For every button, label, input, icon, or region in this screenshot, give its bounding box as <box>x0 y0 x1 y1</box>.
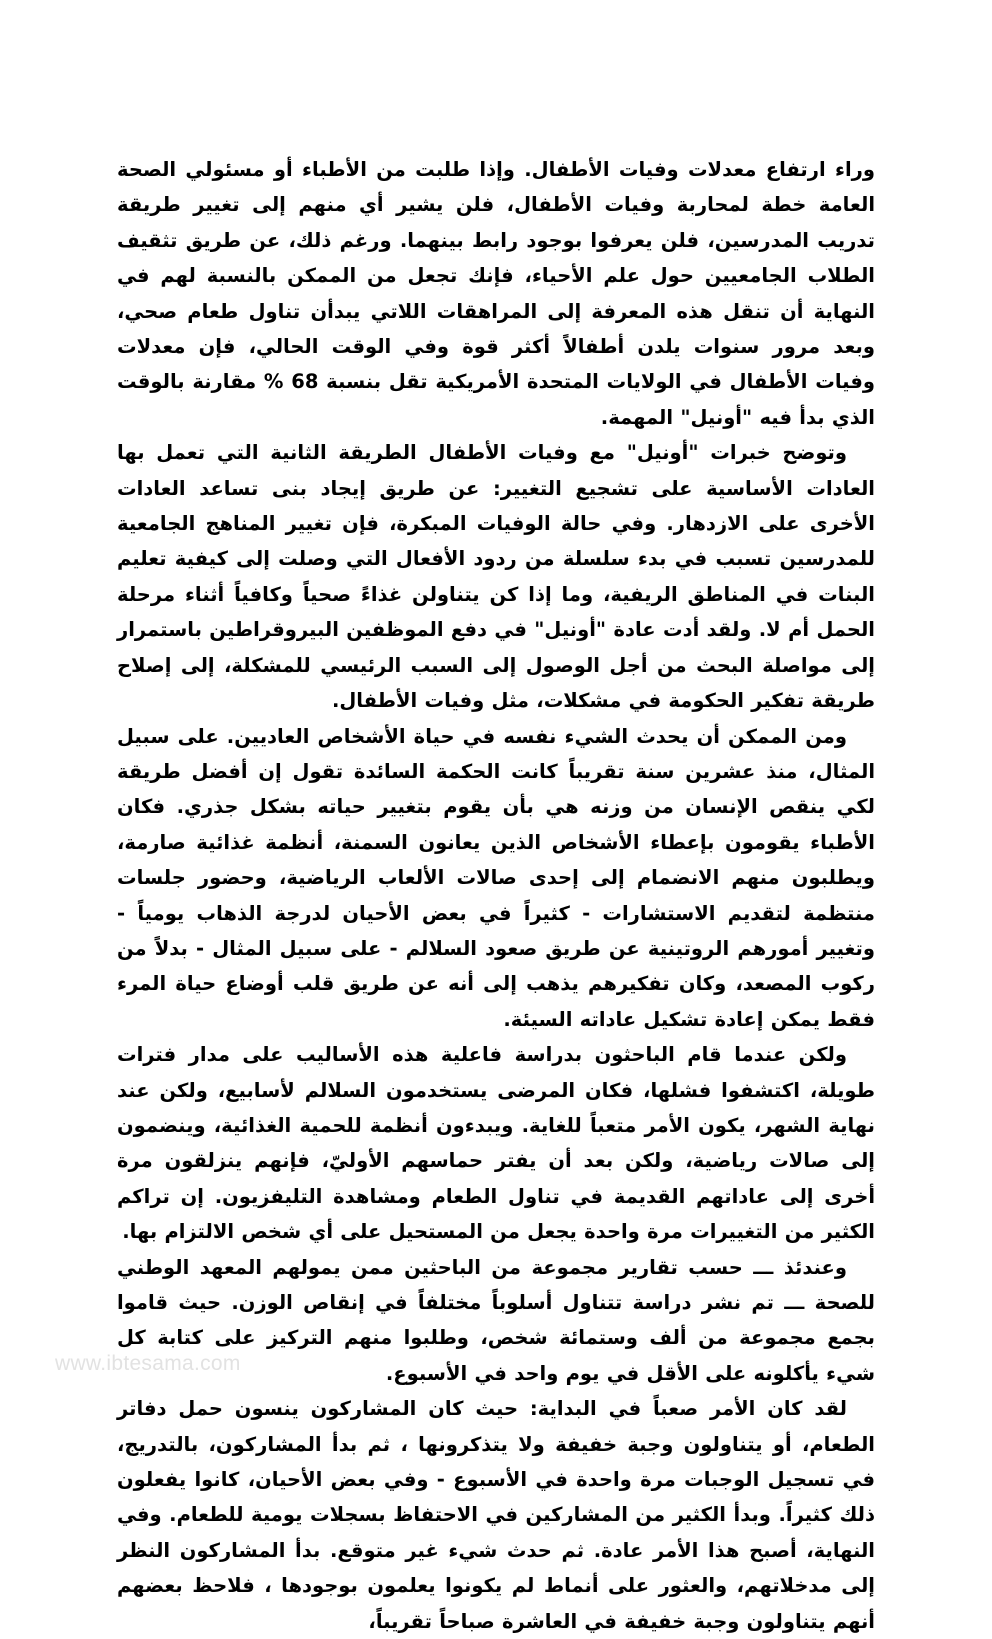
paragraph: وراء ارتفاع معدلات وفيات الأطفال. وإذا طلبت من الأطباء أو مسئولي الصحة العامة خطة لمحاربة وفيات الأطفال، فلن يشير أي منهم إلى تغيير طريقة تدريب المدرسين، فلن يعرفوا بوجود رابط بينهما. ورغم ذلك، عن طريق تثقيف الطلاب الجامعيين حول علم الأحياء، فإنك تجعل من الممكن بالنسبة لهم في النهاية أن تنقل هذه المعرفة إلى المراهقات اللاتي يبدأن تناول طعام صحي، وبعد مرور سنوات يلدن أطفالاً أكثر قوة وفي الوقت الحالي، فإن معدلات وفيات الأطفال في الولايات المتحدة الأمريكية تقل بنسبة 68 % مقارنة بالوقت الذي بدأ فيه "أونيل" المهمة. <box>117 158 876 429</box>
paragraph: ومن الممكن أن يحدث الشيء نفسه في حياة الأشخاص العاديين. على سبيل المثال، منذ عشرين سنة تقريباً كانت الحكمة السائدة تقول إن أفضل طريقة لكي ينقص الإنسان من وزنه هي بأن يقوم بتغيير حياته بشكل جذري. فكان الأطباء يقومون بإعطاء الأشخاص الذين يعانون السمنة، أنظمة غذائية صارمة، ويطلبون منهم الانضمام إلى إحدى صالات الألعاب الرياضية، وحضور جلسات منتظمة لتقديم الاستشارات - كثيراً في بعض الأحيان لدرجة الذهاب يومياً - وتغيير أمورهم الروتينية عن طريق صعود السلالم - على سبيل المثال - بدلاً من ركوب المصعد، وكان تفكيرهم يذهب إلى أنه عن طريق قلب أوضاع حياة المرء فقط يمكن إعادة تشكيل عاداته السيئة. <box>117 724 875 1031</box>
paragraph: ولكن عندما قام الباحثون بدراسة فاعلية هذه الأساليب على مدار فترات طويلة، اكتشفوا فشلها، فكان المرضى يستخدمون السلالم لأسابيع، ولكن عند نهاية الشهر، يكون الأمر متعباً للغاية. ويبدءون أنظمة للحمية الغذائية، وينضمون إلى صالات رياضية، ولكن بعد أن يفتر حماسهم الأوليّ، فإنهم ينزلقون مرة أخرى إلى عاداتهم القديمة في تناول الطعام ومشاهدة التليفزيون. إن تراكم الكثير من التغييرات مرة واحدة يجعل من المستحيل على أي شخص الالتزام بها. <box>117 1043 875 1244</box>
document-text-body <box>117 152 875 1639</box>
paragraph: لقد كان الأمر صعباً في البداية: حيث كان المشاركون ينسون حمل دفاتر الطعام، أو يتناولون وجبة خفيفة ولا يتذكرونها ، ثم بدأ المشاركون، بالتدريج، في تسجيل الوجبات مرة واحدة في الأسبوع - وفي بعض الأحيان، كانوا يفعلون ذلك كثيراً. وبدأ الكثير من المشاركين في الاحتفاظ بسجلات يومية للطعام. وفي النهاية، أصبح هذا الأمر عادة. ثم حدث شيء غير متوقع. بدأ المشاركون النظر إلى مدخلاتهم، والعثور على أنماط لم يكونوا يعلمون بوجودها ، فلاحظ بعضهم أنهم يتناولون وجبة خفيفة في العاشرة صباحاً تقريباً، <box>117 1397 875 1633</box>
paragraph: وعندئذ ـــ حسب تقارير مجموعة من الباحثين ممن يمولهم المعهد الوطني للصحة ـــ تم نشر دراسة تتناول أسلوباً مختلفاً في إنقاص الوزن. حيث قاموا بجمع مجموعة من ألف وستمائة شخص، وطلبوا منهم التركيز على كتابة كل شيء يأكلونه على الأقل في يوم واحد في الأسبوع. <box>117 1255 875 1385</box>
site-watermark: www.ibtesama.com <box>55 1352 241 1375</box>
paragraph: وتوضح خبرات "أونيل" مع وفيات الأطفال الطريقة الثانية التي تعمل بها العادات الأساسية على تشجيع التغيير: عن طريق إيجاد بنى تساعد العادات الأخرى على الازدهار. وفي حالة الوفيات المبكرة، فإن تغيير المناهج الجامعية للمدرسين تسبب في بدء سلسلة من ردود الأفعال التي وصلت إلى كيفية تعليم البنات في المناطق الريفية، وما إذا كن يتناولن غذاءً صحياً وكافياً أثناء مرحلة الحمل أم لا. ولقد أدت عادة "أونيل" في دفع الموظفين البيروقراطين باستمرار إلى مواصلة البحث من أجل الوصول إلى السبب الرئيسي للمشكلة، إلى إصلاح طريقة تفكير الحكومة في مشكلات، مثل وفيات الأطفال. <box>117 441 875 713</box>
